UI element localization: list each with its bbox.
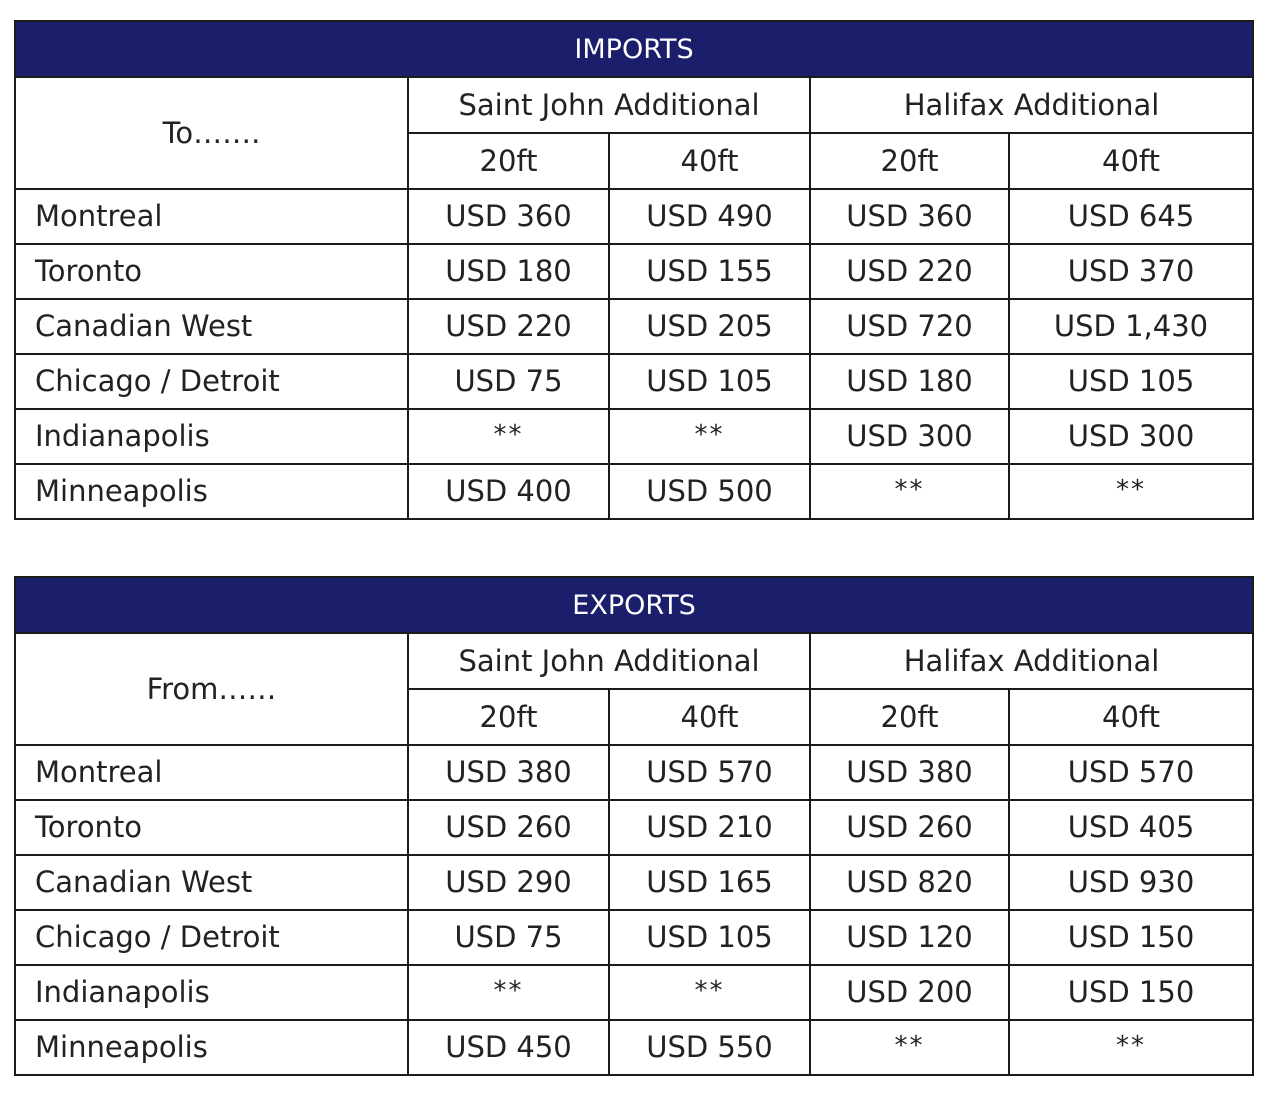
table-row (15, 464, 1253, 519)
rate-cell: USD 105 (609, 910, 810, 965)
rate-cell-unavailable: ** (609, 409, 810, 464)
rate-cell: USD 405 (1009, 800, 1253, 855)
rate-cell: USD 75 (408, 910, 609, 965)
imports-group-saint-john: Saint John Additional (408, 77, 810, 133)
rate-cell: USD 105 (1009, 354, 1253, 409)
exports-title: EXPORTS (15, 577, 1253, 633)
table-row (15, 244, 1253, 299)
rate-cell: USD 200 (810, 965, 1009, 1020)
rate-cell: USD 645 (1009, 189, 1253, 244)
imports-size-header: 20ft (810, 133, 1009, 189)
exports-corner-label: From…… (15, 633, 408, 745)
city-cell: Indianapolis (15, 409, 408, 464)
imports-title: IMPORTS (15, 21, 1253, 77)
imports-corner-label: To……. (15, 77, 408, 189)
rate-cell: USD 370 (1009, 244, 1253, 299)
table-row (15, 855, 1253, 910)
rate-cell: USD 400 (408, 464, 609, 519)
table-row (15, 299, 1253, 354)
rate-cell: USD 220 (810, 244, 1009, 299)
city-cell: Canadian West (15, 855, 408, 910)
imports-table (14, 20, 1254, 520)
rate-cell: USD 155 (609, 244, 810, 299)
city-cell: Chicago / Detroit (15, 354, 408, 409)
rate-cell: USD 380 (810, 745, 1009, 800)
exports-size-header: 40ft (1009, 689, 1253, 745)
imports-group-halifax: Halifax Additional (810, 77, 1253, 133)
city-cell: Indianapolis (15, 965, 408, 1020)
rate-cell: USD 205 (609, 299, 810, 354)
rate-cell-unavailable: ** (609, 965, 810, 1020)
imports-size-header: 40ft (609, 133, 810, 189)
rate-cell: USD 260 (408, 800, 609, 855)
rate-cell: USD 150 (1009, 965, 1253, 1020)
rate-cell: USD 570 (609, 745, 810, 800)
city-cell: Toronto (15, 800, 408, 855)
exports-size-header: 20ft (810, 689, 1009, 745)
rate-cell: USD 570 (1009, 745, 1253, 800)
rate-cell: USD 360 (408, 189, 609, 244)
rate-cell: USD 380 (408, 745, 609, 800)
table-row (15, 409, 1253, 464)
table-row (15, 800, 1253, 855)
city-cell: Chicago / Detroit (15, 910, 408, 965)
table-row (15, 354, 1253, 409)
rate-cell: USD 550 (609, 1020, 810, 1075)
rate-cell: USD 220 (408, 299, 609, 354)
rate-cell-unavailable: ** (408, 409, 609, 464)
rate-cell: USD 105 (609, 354, 810, 409)
rate-cell: USD 180 (408, 244, 609, 299)
rate-cell: USD 210 (609, 800, 810, 855)
city-cell: Minneapolis (15, 1020, 408, 1075)
rate-cell-unavailable: ** (810, 464, 1009, 519)
city-cell: Montreal (15, 189, 408, 244)
city-cell: Minneapolis (15, 464, 408, 519)
rate-cell: USD 720 (810, 299, 1009, 354)
rate-cell: USD 300 (810, 409, 1009, 464)
city-cell: Montreal (15, 745, 408, 800)
imports-size-header: 20ft (408, 133, 609, 189)
rate-cell-unavailable: ** (810, 1020, 1009, 1075)
exports-group-saint-john: Saint John Additional (408, 633, 810, 689)
rate-cell: USD 490 (609, 189, 810, 244)
rate-cell: USD 260 (810, 800, 1009, 855)
exports-size-header: 20ft (408, 689, 609, 745)
rate-cell: USD 180 (810, 354, 1009, 409)
rate-cell: USD 930 (1009, 855, 1253, 910)
table-row (15, 189, 1253, 244)
imports-size-header: 40ft (1009, 133, 1253, 189)
rate-cell-unavailable: ** (408, 965, 609, 1020)
table-row (15, 745, 1253, 800)
exports-table (14, 576, 1254, 1076)
city-cell: Toronto (15, 244, 408, 299)
rate-cell: USD 75 (408, 354, 609, 409)
rate-cell: USD 1,430 (1009, 299, 1253, 354)
rate-cell: USD 165 (609, 855, 810, 910)
table-row (15, 965, 1253, 1020)
rate-cell: USD 450 (408, 1020, 609, 1075)
rate-cell: USD 500 (609, 464, 810, 519)
rate-cell: USD 300 (1009, 409, 1253, 464)
rate-cell: USD 360 (810, 189, 1009, 244)
rate-cell: USD 120 (810, 910, 1009, 965)
rate-cell-unavailable: ** (1009, 464, 1253, 519)
rate-cell: USD 820 (810, 855, 1009, 910)
exports-size-header: 40ft (609, 689, 810, 745)
exports-group-halifax: Halifax Additional (810, 633, 1253, 689)
rate-cell: USD 290 (408, 855, 609, 910)
rate-cell-unavailable: ** (1009, 1020, 1253, 1075)
city-cell: Canadian West (15, 299, 408, 354)
table-row (15, 910, 1253, 965)
rate-cell: USD 150 (1009, 910, 1253, 965)
table-row (15, 1020, 1253, 1075)
